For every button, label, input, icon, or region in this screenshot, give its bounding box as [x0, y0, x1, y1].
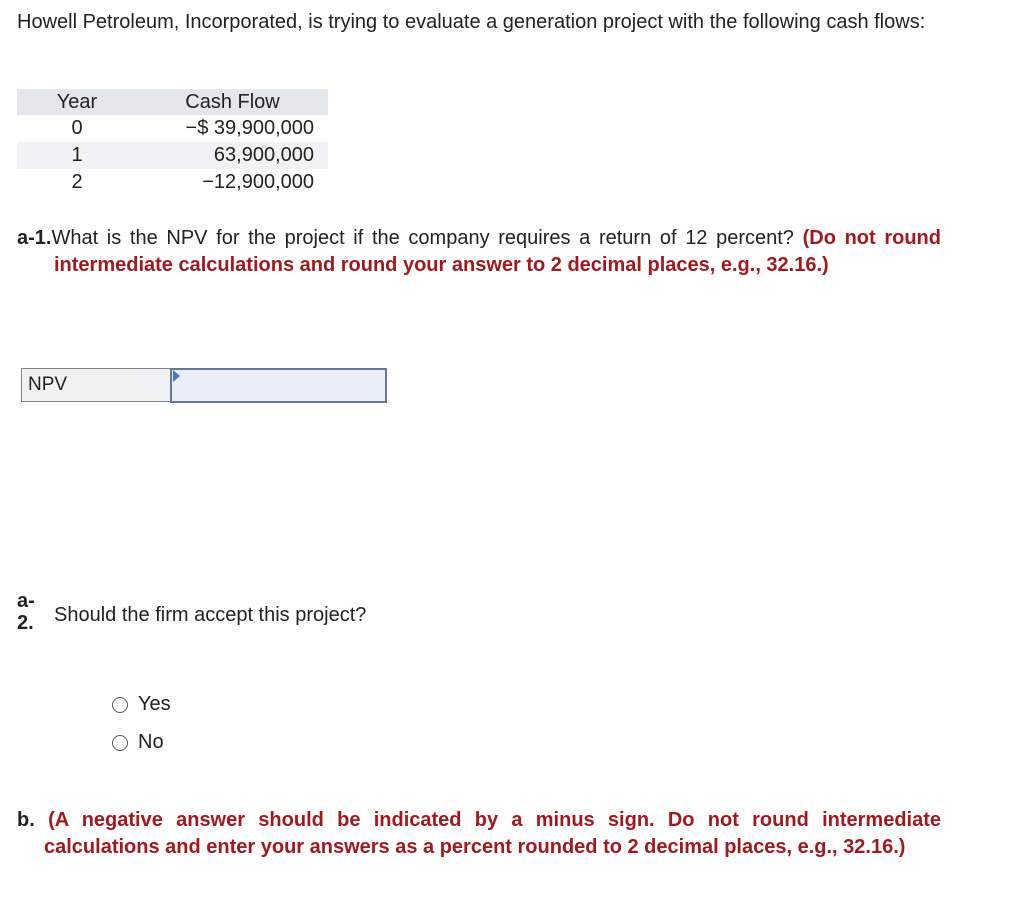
year-header: Year: [17, 89, 137, 115]
npv-label: NPV: [21, 368, 177, 402]
option-yes-label: Yes: [138, 693, 171, 715]
cash-flow-table: [17, 89, 328, 196]
year-cell: 1: [17, 142, 137, 169]
table-row: [17, 142, 328, 169]
table-row: [17, 115, 328, 142]
cash-flow-header: Cash Flow: [137, 89, 328, 115]
question-a2-number-line2: 2.: [17, 612, 34, 634]
question-b-body: [17, 807, 941, 861]
table-header-row: [17, 89, 328, 115]
question-a1: [17, 225, 941, 279]
option-no-label: No: [138, 731, 164, 753]
radio-button-icon[interactable]: [112, 697, 128, 713]
radio-button-icon[interactable]: [112, 735, 128, 751]
accept-project-options: [112, 691, 171, 767]
year-cell: 0: [71, 117, 83, 139]
problem-intro: Howell Petroleum, Incorporated, is trying to evaluate a generation project with the following cash flows:: [17, 11, 926, 33]
input-marker-icon: [173, 370, 180, 382]
question-a1-number: a-1.: [17, 227, 52, 249]
cash-flow-cell: 63,900,000: [137, 142, 328, 169]
question-a1-hint: (Do not round intermediate calculations and round your answer to 2 decimal places, e.g., 32.16.): [54, 227, 941, 276]
question-a2-text: Should the firm accept this project?: [54, 604, 367, 626]
question-b-number: b.: [17, 809, 35, 831]
option-no[interactable]: [112, 729, 171, 756]
option-yes[interactable]: [112, 691, 171, 718]
table-row: [17, 169, 328, 196]
question-a1-body: [17, 225, 941, 279]
question-a2-number: [17, 590, 37, 634]
question-b: [17, 807, 941, 861]
npv-input[interactable]: [170, 368, 387, 403]
question-b-hint: (A negative answer should be indicated by a minus sign. Do not round intermediate calculations and enter your answers as a percent rounded to 2 decimal places, e.g., 32.16.): [44, 809, 941, 858]
question-a1-text: What is the NPV for the project if the company requires a return of 12 percent?: [51, 227, 794, 249]
question-a2-number-line1: a-: [17, 590, 35, 612]
cash-flow-cell: −$ 39,900,000: [185, 117, 314, 139]
year-cell: 2: [71, 171, 83, 193]
cash-flow-cell: −12,900,000: [202, 171, 314, 193]
